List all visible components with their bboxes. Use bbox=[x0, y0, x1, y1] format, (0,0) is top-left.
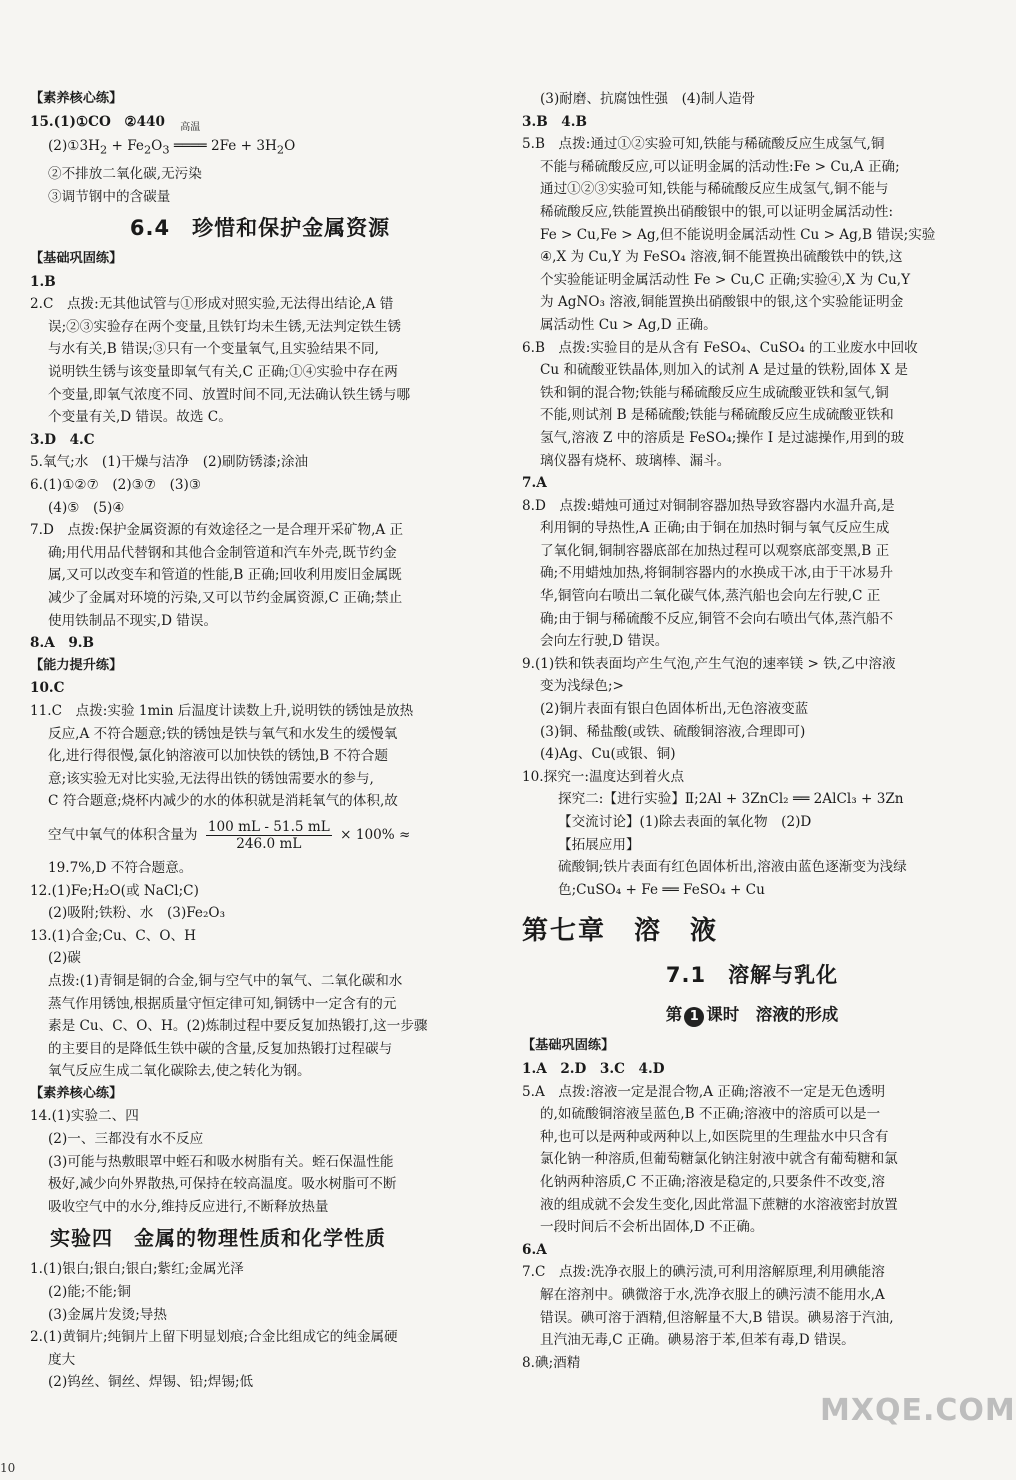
answer-line: 确;由于铜与稀硫酸不反应,铜管不会向右喷出气体,蒸汽船不 bbox=[540, 610, 894, 627]
answer-line: 了氧化铜,铜制容器底部在加热过程可以观察底部变黑,B 正 bbox=[540, 542, 890, 559]
right-column bbox=[522, 88, 982, 1374]
answer-line: (3)可能与热敷眼罩中蛭石和吸水树脂有关。蛭石保温性能 bbox=[48, 1153, 394, 1170]
section-tag: 【基础巩固练】 bbox=[522, 1038, 615, 1054]
answer-line: 化,进行得很慢,氯化钠溶液可以加快铁的锈蚀,B 不符合题 bbox=[48, 748, 388, 765]
lesson-name: 课时 溶液的形成 bbox=[706, 1005, 839, 1025]
answer-line: 减少了金属对环境的污染,又可以节约金属资源,C 正确;禁止 bbox=[48, 590, 403, 606]
answer-line: (3)铜、稀盐酸(或铁、硫酸铜溶液,合理即可) bbox=[540, 723, 806, 740]
answer-line: 8.A 9.B bbox=[30, 635, 95, 652]
fraction-numerator: 100 mL - 51.5 mL bbox=[207, 818, 330, 835]
answer-line: (4)Ag、Cu(或银、铜) bbox=[540, 746, 676, 763]
lesson-title bbox=[522, 995, 982, 1035]
answer-line: 12.(1)Fe;H₂O(或 NaCl;C) bbox=[30, 882, 199, 899]
answer-line: 个实验能证明金属活动性 Fe > Cu,C 正确;实验④,X 为 Cu,Y bbox=[540, 271, 911, 288]
fraction-denominator: 246.0 mL bbox=[236, 835, 302, 852]
answer-line: 液的组成就不会发生变化,因此常温下蔗糖的水溶液密封放置 bbox=[540, 1196, 898, 1213]
answer-line: 素是 Cu、C、O、H。(2)炼制过程中要反复加热锻打,这一步骤 bbox=[48, 1018, 428, 1035]
answer-line: 6.(1)①②⑦ (2)③⑦ (3)③ bbox=[30, 477, 202, 494]
answer-line: 变为浅绿色;> bbox=[540, 678, 624, 695]
section-tag: 【素养核心练】 bbox=[30, 1085, 123, 1101]
answer-line: 蒸气作用锈蚀,根据质量守恒定律可知,铜锈中一定含有的元 bbox=[48, 995, 397, 1012]
answer-line: 个变量有关,D 错误。故选 C。 bbox=[48, 409, 232, 426]
section-title: 实验四 金属的物理性质和化学性质 bbox=[50, 1226, 386, 1251]
answer-line: 不能与稀硫酸反应,可以证明金属的活动性:Fe > Cu,A 正确; bbox=[540, 158, 900, 175]
answer-line: 不能,则试剂 B 是稀硫酸;铁能与稀硫酸反应生成硫酸亚铁和 bbox=[540, 407, 894, 424]
section-tag: 【能力提升练】 bbox=[30, 657, 123, 673]
reaction-condition: 高温 bbox=[180, 122, 201, 134]
answer-line: 璃仪器有烧杯、玻璃棒、漏斗。 bbox=[540, 452, 731, 469]
answer-text: × 100% ≈ bbox=[340, 826, 411, 843]
answer-line: 8.D 点拨:蜡烛可通过对铜制容器加热导致容器内水温升高,是 bbox=[522, 497, 895, 514]
answer-line: 3.D 4.C bbox=[30, 431, 95, 448]
answer-line: (2)吸附;铁粉、水 (3)Fe₂O₃ bbox=[48, 905, 226, 922]
answer-line: 确;不用蜡烛加热,将铜制容器内的水换成干冰,由于干冰易升 bbox=[540, 565, 894, 582]
answer-line: (2)碳 bbox=[48, 950, 81, 967]
answer-line: 通过①②③实验可知,铁能与稀硫酸反应生成氢气,铜不能与 bbox=[540, 181, 889, 198]
answer-line: 确;用代用品代替钢和其他合金制管道和汽车外壳,既节约金 bbox=[48, 544, 397, 561]
answer-line: 说明铁生锈与该变量即氧气有关,C 正确;①④实验中存在两 bbox=[48, 364, 398, 381]
answer-line: (3)金属片发烫;导热 bbox=[48, 1306, 167, 1323]
watermark-logo: MXQE.COM bbox=[820, 1393, 1016, 1428]
answer-line: 属活动性 Cu > Ag,D 正确。 bbox=[540, 316, 717, 333]
answer-line: ③调节钢中的含碳量 bbox=[48, 188, 171, 205]
answer-line: 与水有关,B 错误;③只有一个变量氧气,且实验结果不同, bbox=[48, 341, 379, 358]
answer-line: 种,也可以是两种或两种以上,如医院里的生理盐水中只含有 bbox=[540, 1128, 889, 1145]
chapter-title: 第七章 溶 液 bbox=[522, 916, 719, 947]
answer-line: 解在溶剂中。碘微溶于水,洗净衣服上的碘污渍不能用水,A bbox=[540, 1286, 885, 1303]
eq-part: 2Fe + 3H bbox=[210, 138, 277, 155]
answer-line: 3.B 4.B bbox=[522, 113, 587, 130]
answer-line: 7.C 点拨:洗净衣服上的碘污渍,可利用溶解原理,利用碘能溶 bbox=[522, 1264, 885, 1281]
answer-line: 色;CuSO₄ + Fe ══ FeSO₄ + Cu bbox=[558, 881, 765, 898]
answer-line: 11.C 点拨:实验 1min 后温度计读数上升,说明铁的锈蚀是放热 bbox=[30, 702, 414, 719]
answer-line: (2)钨丝、铜丝、焊锡、铅;焊锡;低 bbox=[48, 1374, 254, 1391]
page-number: 10 bbox=[0, 1461, 16, 1475]
answer-text: 空气中氧气的体积含量为 bbox=[48, 826, 198, 843]
answer-line: 19.7%,D 不符合题意。 bbox=[48, 859, 193, 876]
fraction-line bbox=[30, 813, 490, 857]
answer-line: 极好,减少向外界散热,可保持在较高温度。吸水树脂可不断 bbox=[48, 1176, 397, 1193]
answer-line: 化钠两种溶质,C 不正确;溶液是稳定的,只要条件不改变,溶 bbox=[540, 1173, 885, 1190]
answer-line: 1.(1)银白;银白;银白;紫红;金属光泽 bbox=[30, 1261, 244, 1278]
answer-line: 【拓展应用】 bbox=[558, 836, 640, 853]
answer-line: 氯化钠一种溶质,但葡萄糖氯化钠注射液中就含有葡萄糖和氯 bbox=[540, 1151, 898, 1168]
answer-line: 稀硫酸反应,铁能置换出硝酸银中的银,可以证明金属活动性: bbox=[540, 203, 894, 220]
answer-line: 华,铜管向右喷出二氧化碳气体,蒸汽船也会向左行驶,C 正 bbox=[540, 588, 881, 605]
answer-line: 为 AgNO₃ 溶液,铜能置换出硝酸银中的银,这个实验能证明金 bbox=[540, 294, 904, 311]
section-title: 7.1 溶解与乳化 bbox=[665, 963, 839, 988]
answer-line: 一段时间后不会析出固体,D 不正确。 bbox=[540, 1219, 764, 1236]
answer-line: 探究二:【进行实验】Ⅱ;2Al + 3ZnCl₂ ══ 2AlCl₃ + 3Zn bbox=[558, 791, 904, 808]
answer-line: (4)⑤ (5)④ bbox=[48, 499, 125, 516]
equation-line: $(2)①3H_2 + Fe_2O_3$ 高温 ════ $2Fe + 3H_2O$ bbox=[30, 133, 490, 163]
answer-line: 10.C bbox=[30, 680, 65, 697]
answer-line: (2)铜片表面有银白色固体析出,无色溶液变蓝 bbox=[540, 701, 809, 718]
eq-part: (2)①3H bbox=[48, 138, 100, 155]
section-title: 6.4 珍惜和保护金属资源 bbox=[129, 216, 391, 241]
answer-line: Cu 和硫酸亚铁晶体,则加入的试剂 A 是过量的铁粉,固体 X 是 bbox=[540, 362, 908, 379]
answer-line: 15.(1)①CO ②440 bbox=[30, 113, 165, 130]
answer-line: (3)耐磨、抗腐蚀性强 (4)制人造骨 bbox=[540, 91, 756, 107]
answer-line: 且汽油无毒,C 正确。碘易溶于苯,但苯有毒,D 错误。 bbox=[540, 1332, 855, 1349]
answer-line: 反应,A 不符合题意;铁的锈蚀是铁与氧气和水发生的缓慢氧 bbox=[48, 725, 398, 742]
answer-line: 氧气反应生成二氧化碳除去,使之转化为钢。 bbox=[48, 1063, 311, 1080]
answer-line: 6.B 点拨:实验目的是从含有 FeSO₄、CuSO₄ 的工业废水中回收 bbox=[522, 339, 918, 356]
reaction-arrow: 高温 ════ bbox=[173, 122, 207, 155]
answer-line: 5.A 点拨:溶液一定是混合物,A 正确;溶液不一定是无色透明 bbox=[522, 1083, 886, 1100]
eq-part: + Fe bbox=[107, 138, 144, 155]
answer-line: ②不排放二氧化碳,无污染 bbox=[48, 165, 202, 182]
answer-line: 8.碘;酒精 bbox=[522, 1354, 581, 1371]
answer-line: 属,又可以改变车和管道的性能,B 正确;回收利用废旧金属既 bbox=[48, 567, 402, 584]
answer-line: ④,X 为 Cu,Y 为 FeSO₄ 溶液,铜不能置换出硫酸铁中的铁,这 bbox=[540, 249, 903, 266]
section-tag: 【基础巩固练】 bbox=[30, 251, 123, 267]
left-column bbox=[30, 88, 490, 1394]
answer-line: 2.(1)黄铜片;纯铜片上留下明显划痕;合金比组成它的纯金属硬 bbox=[30, 1329, 398, 1346]
answer-line: 错误。碘可溶于酒精,但溶解量不大,B 错误。碘易溶于汽油, bbox=[540, 1309, 894, 1326]
answer-line: (2)能;不能;铜 bbox=[48, 1284, 131, 1301]
answer-line: 10.探究一:温度达到着火点 bbox=[522, 768, 685, 785]
answer-line: 【交流讨论】(1)除去表面的氧化物 (2)D bbox=[558, 814, 812, 830]
fraction bbox=[206, 819, 332, 852]
section-tag: 【素养核心练】 bbox=[30, 91, 123, 106]
lesson-number-badge: 1 bbox=[684, 1007, 704, 1027]
answer-line: 度大 bbox=[48, 1351, 76, 1368]
answer-line: 7.A bbox=[522, 475, 547, 492]
answer-line: 的,如硫酸铜溶液呈蓝色,B 不正确;溶液中的溶质可以是一 bbox=[540, 1106, 881, 1123]
answer-line: 9.(1)铁和铁表面均产生气泡,产生气泡的速率镁 > 铁,乙中溶液 bbox=[522, 655, 896, 672]
answer-line: 7.D 点拨:保护金属资源的有效途径之一是合理开采矿物,A 正 bbox=[30, 522, 404, 539]
answer-line: 利用铜的导热性,A 正确;由于铜在加热时铜与氧气反应生成 bbox=[540, 520, 890, 537]
answer-line: 1.B bbox=[30, 273, 56, 290]
answer-line: 13.(1)合金;Cu、C、O、H bbox=[30, 927, 196, 944]
answer-line: 氢气,溶液 Z 中的溶质是 FeSO₄;操作 I 是过滤操作,用到的玻 bbox=[540, 429, 905, 446]
answer-line: 意;该实验无对比实验,无法得出铁的锈蚀需要水的参与, bbox=[48, 770, 374, 787]
answer-line: 使用铁制品不现实,D 错误。 bbox=[48, 612, 218, 629]
answer-line: 吸收空气中的水分,维持反应进行,不断释放热量 bbox=[48, 1198, 329, 1215]
answer-line: 14.(1)实验二、四 bbox=[30, 1108, 139, 1125]
answer-line: 硫酸铜;铁片表面有红色固体析出,溶液由蓝色逐渐变为浅绿 bbox=[558, 859, 907, 876]
answer-line: 1.A 2.D 3.C 4.D bbox=[522, 1060, 665, 1077]
answer-line: (2)一、三都没有水不反应 bbox=[48, 1131, 204, 1148]
answer-line: 铁和铜的混合物;铁能与稀硫酸反应生成硫酸亚铁和氢气,铜 bbox=[540, 384, 889, 401]
eq-part: O bbox=[284, 138, 296, 155]
answer-line: C 符合题意;烧杯内减少的水的体积就是消耗氧气的体积,故 bbox=[48, 793, 398, 810]
answer-line: 6.A bbox=[522, 1241, 547, 1258]
answer-line: 5.B 点拨:通过①②实验可知,铁能与稀硫酸反应生成氢气,铜 bbox=[522, 136, 885, 153]
answer-line: 点拨:(1)青铜是铜的合金,铜与空气中的氧气、二氧化碳和水 bbox=[48, 972, 403, 989]
answer-line: 5.氧气;水 (1)干燥与洁净 (2)刷防锈漆;涂油 bbox=[30, 454, 309, 471]
answer-line: 误;②③实验存在两个变量,且铁钉均未生锈,无法判定铁生锈 bbox=[48, 318, 402, 335]
eq-part: O bbox=[151, 138, 163, 155]
answer-line: 的主要目的是降低生铁中碳的含量,反复加热锻打过程碳与 bbox=[48, 1040, 393, 1057]
answer-line: 2.C 点拨:无其他试管与①形成对照实验,无法得出结论,A 错 bbox=[30, 296, 394, 313]
lesson-prefix: 第 bbox=[665, 1005, 683, 1025]
answer-line: Fe > Cu,Fe > Ag,但不能说明金属活动性 Cu > Ag,B 错误;实验 bbox=[540, 226, 936, 243]
answer-line: 会向左行驶,D 错误。 bbox=[540, 633, 669, 650]
answer-line: 个变量,即氧气浓度不同、放置时间不同,无法确认铁生锈与哪 bbox=[48, 386, 411, 403]
